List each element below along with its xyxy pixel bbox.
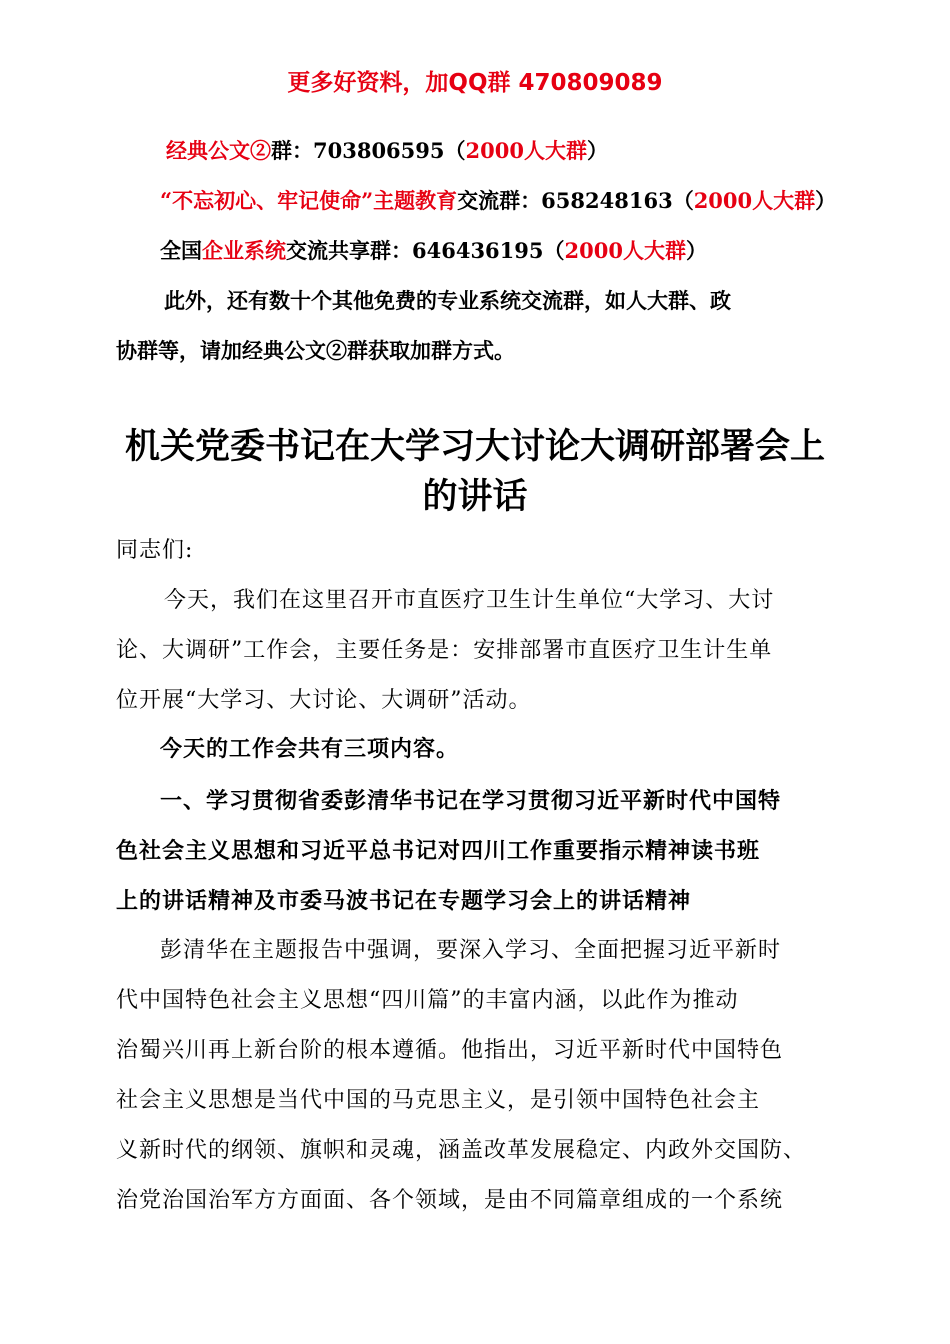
body-line: 位开展“大学习、大讨论、大调研”活动。	[116, 688, 532, 713]
paren-open: （	[444, 138, 466, 163]
group-number: 703806595	[313, 138, 445, 163]
promo-group-line-2	[160, 186, 836, 216]
prefix: 全国	[160, 238, 202, 263]
promo-extra-line-2: 协群等，请加经典公文②群获取加群方式。	[116, 338, 515, 363]
group-number: 646436195	[412, 238, 544, 263]
paren-close: ）	[685, 238, 707, 263]
body-line: 治蜀兴川再上新台阶的根本遵循。他指出，习近平新时代中国特色	[116, 1038, 784, 1063]
intro-line: 今天的工作会共有三项内容。	[160, 736, 460, 762]
promo-extra-line-1: 此外，还有数十个其他免费的专业系统交流群，如人大群、政	[164, 288, 731, 313]
group-size: 2000人大群	[564, 238, 686, 263]
separator: 交流群：	[457, 188, 542, 213]
paren-close: ）	[815, 188, 837, 213]
salutation: 同志们:	[116, 538, 194, 563]
group-name: 企业系统	[202, 238, 286, 263]
separator: 群：	[271, 138, 313, 163]
body-line: 社会主义思想是当代中国的马克思主义，是引领中国特色社会主	[116, 1088, 761, 1113]
paren-close: ）	[586, 138, 608, 163]
body-line: 彭清华在主题报告中强调，要深入学习、全面把握习近平新时	[160, 938, 782, 963]
separator: 交流共享群：	[286, 238, 412, 263]
body-line: 治党治国治军方方面面、各个领域，是由不同篇章组成的一个系统	[116, 1188, 784, 1213]
title-line-1: 机关党委书记在大学习大讨论大调研部署会上	[124, 426, 825, 467]
group-name: 经典公文②	[166, 138, 271, 163]
group-name: “不忘初心、牢记使命”主题教育	[160, 188, 458, 213]
section-heading-line: 一、学习贯彻省委彭清华书记在学习贯彻习近平新时代中国特	[160, 788, 782, 814]
document-title	[100, 422, 850, 522]
paren-open: （	[543, 238, 565, 263]
body-line: 今天，我们在这里召开市直医疗卫生计生单位“大学习、大讨	[164, 588, 775, 613]
group-number: 658248163	[541, 188, 673, 213]
section-heading-line: 色社会主义思想和习近平总书记对四川工作重要指示精神读书班	[116, 838, 761, 864]
paren-open: （	[672, 188, 694, 213]
body-line: 论、大调研”工作会，主要任务是：安排部署市直医疗卫生计生单	[116, 638, 773, 663]
promo-group-line-1	[166, 136, 608, 166]
group-size: 2000人大群	[465, 138, 587, 163]
promo-headline: 更多好资料，加QQ群 470809089	[287, 70, 663, 96]
section-heading-line: 上的讲话精神及市委马波书记在专题学习会上的讲话精神	[116, 888, 692, 914]
title-line-2: 的讲话	[422, 476, 528, 517]
promo-group-line-3	[160, 236, 707, 266]
group-size: 2000人大群	[693, 188, 816, 213]
body-line: 义新时代的纲领、旗帜和灵魂，涵盖改革发展稳定、内政外交国防、	[116, 1138, 807, 1163]
body-line: 代中国特色社会主义思想“四川篇”的丰富内涵，以此作为推动	[116, 988, 739, 1013]
